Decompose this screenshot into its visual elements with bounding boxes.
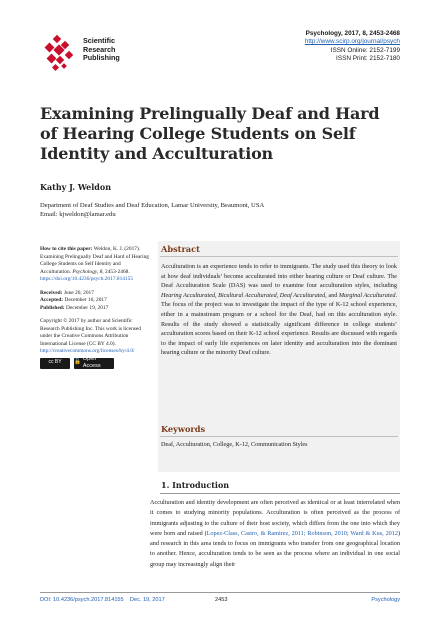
license-badges: [40, 355, 152, 369]
accepted-label: Accepted:: [40, 297, 64, 303]
publisher-line: Scientific: [83, 36, 115, 45]
footer-divider: [40, 592, 400, 593]
journal-line: Psychology, 2017, 8, 2453-2468: [305, 30, 400, 37]
publisher-name: [83, 37, 120, 63]
citation-block: [40, 246, 152, 284]
abstract-heading: Abstract: [161, 244, 200, 254]
introduction-heading: 1. Introduction: [161, 480, 230, 490]
publisher-line: Research: [83, 44, 116, 54]
abstract-text-part: . The focus of the project was to investigate the impact of the type of K-12 school experience, either in a mainstream program or a school for the Deaf, had on this acculturation style. Results of the study showed a statistically significant difference in college students’ acculturation scores based on their K-12 school experience. Results are discussed with regards to the impact of early life experiences on later identity and acculturation into the dominant hearing culture or the minority Deaf culture.: [161, 291, 398, 357]
footer-doi-text[interactable]: DOI: 10.4236/psych.2017.814155: [40, 597, 124, 603]
open-access-badge: [74, 355, 114, 369]
license-link[interactable]: http://creativecommons.org/licenses/by/4.0/: [40, 348, 135, 354]
footer-journal: Psychology: [371, 597, 400, 603]
intro-citation-link[interactable]: Lopez-Class, Castro, & Ramirez, 2011; Robinson, 2010; Ward & Kus, 2012: [206, 529, 398, 537]
copyright-text: Copyright © 2017 by author and Scientific Research Publishing Inc. This work is licensed under the Creative Commons Attribution International License (CC BY 4.0).: [40, 318, 141, 347]
paper-author: Kathy J. Weldon: [40, 182, 112, 192]
abstract-italic-part: Marginal Acculturated: [338, 291, 396, 299]
received-label: Received:: [40, 289, 63, 296]
abstract-italic-part: Hearing Acculturated, Bicultural Acculturated, Deaf Acculturated: [161, 291, 326, 299]
introduction-text: [150, 498, 400, 570]
journal-url-link[interactable]: http://www.scirp.org/journal/psych: [304, 38, 400, 46]
issn-print: ISSN Print: 2152-7180: [336, 55, 400, 63]
publisher-logo: [40, 34, 80, 74]
issn-online: ISSN Online: 2152-7199: [330, 46, 400, 54]
footer-page-number: 2453: [215, 597, 228, 603]
cite-text: Weldon, K. J. (2017). Examining Prelingually Deaf and Hard of Hearing College Students on Self Identity and Acculturation.: [40, 246, 149, 275]
abstract-text-part: Acculturation is an experience tends to refer to immigrants. The study used this theory to look at how deaf individuals’ become acculturated into either hearing culture or Deaf culture. The Deaf Acculturation Scale (DAS) was used to examine four acculturation styles, including: [161, 263, 397, 290]
keywords-text: Deaf, Acculturation, College, K-12, Communication Styles: [161, 441, 308, 448]
open-lock-icon: 🔓: [74, 359, 81, 366]
footer-date: Dec. 19, 2017: [129, 597, 165, 603]
publisher-line: Publishing: [83, 53, 120, 63]
author-email[interactable]: Email: kjweldon@lamar.edu: [40, 211, 116, 218]
abstract-divider: [160, 256, 398, 257]
open-access-label: Open Access: [82, 355, 101, 369]
intro-text-part: ) and research in this area tends to focus on immigrants who transfer from one geographical location to another. Hence, acculturation tends to be seen as the process where an individual in one social group may increasingly align their: [150, 529, 401, 568]
cite-journal: Psychology, 8,: [72, 268, 104, 275]
cite-doi-link[interactable]: https://doi.org/10.4236/psych.2017.814155: [40, 276, 134, 282]
article-sidebar: [40, 246, 152, 369]
copyright-block: [40, 318, 152, 369]
received-date: June 20, 2017: [63, 289, 94, 296]
cite-pages: 2453-2468.: [105, 268, 130, 275]
author-affiliation: [40, 201, 264, 219]
introduction-divider: [160, 493, 400, 494]
abstract-text-part: , and: [325, 291, 339, 299]
cite-label: How to cite this paper:: [40, 246, 93, 252]
accepted-date: December 16, 2017: [64, 297, 107, 303]
dates-block: [40, 290, 152, 313]
published-label: Published:: [40, 304, 65, 311]
paper-title: Examining Prelingually Deaf and Hard of Hearing College Students on Self Identity and Acculturation: [40, 104, 380, 163]
cc-by-badge[interactable]: cc BY: [40, 358, 70, 369]
published-date: December 19, 2017: [65, 304, 109, 311]
keywords-divider: [160, 436, 398, 437]
intro-text-part: Acculturation and identity development are often perceived as identical or at least interrelated when it comes to studying minority populations. Acculturation is often perceived as the process of immigrants adjusting to the culture of their host society, which differs from the one into which they were born and raised (: [150, 499, 400, 537]
affiliation-text: Department of Deaf Studies and Deaf Education, Lamar University, Beaumont, USA: [40, 202, 265, 209]
footer-doi: [40, 597, 165, 603]
keywords-heading: Keywords: [161, 424, 206, 434]
abstract-text: [161, 262, 397, 358]
journal-info: [305, 30, 400, 64]
